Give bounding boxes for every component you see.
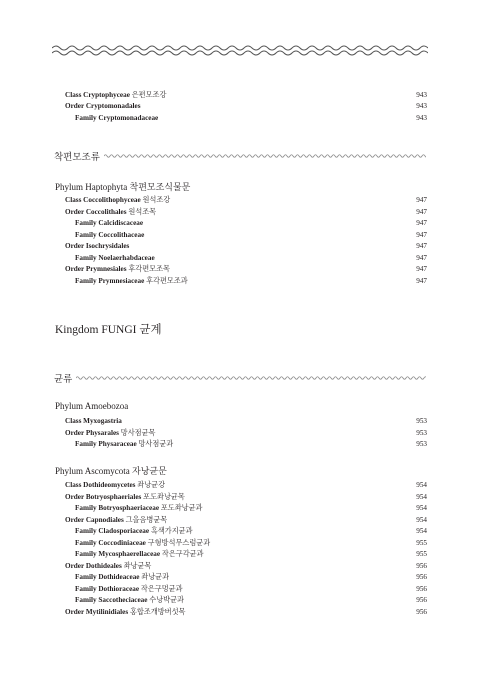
taxon-name-en: Order Botryosphaeriales [65, 492, 142, 501]
page-number: 956 [416, 584, 427, 593]
taxon-name-ko: 후각편모조과 [144, 276, 188, 285]
taxon-name-ko: 원석조강 [140, 196, 171, 204]
taxon-name-en: Family Prymnesiaceae [75, 276, 145, 285]
taxon-name-en: Order Isochrysidales [65, 242, 130, 250]
taxon-name-ko: 망사점균과 [136, 440, 174, 448]
index-entry [0, 514, 480, 526]
taxon-name-ko: 수낭박균과 [147, 596, 184, 604]
taxon-name-ko: 후각편모조목 [126, 265, 171, 273]
taxon-name-en: Order Dothideales [65, 561, 122, 570]
index-entry [0, 548, 480, 560]
page-number: 953 [416, 428, 427, 437]
page-number: 943 [416, 90, 427, 99]
taxon-name-ko: 그을음병균목 [123, 515, 168, 524]
index-entry [0, 560, 480, 572]
page-number: 955 [416, 550, 427, 558]
taxon-label [65, 100, 141, 112]
taxon-label [75, 275, 188, 287]
taxon-label [75, 537, 210, 549]
taxon-label [75, 217, 143, 229]
phylum-heading-amoebozoa [55, 401, 128, 411]
taxon-label [75, 229, 144, 241]
kingdom-name-ko: 균계 [139, 324, 162, 336]
taxon-name-ko: 홍합조개방버섯목 [128, 607, 186, 616]
taxon-label [65, 514, 167, 526]
taxon-label [65, 560, 151, 572]
taxon-label [65, 263, 170, 275]
page-number: 956 [416, 573, 427, 581]
taxon-name-ko: 포도좌낭균과 [159, 504, 203, 512]
taxon-name-en: Family Dothideaceae [75, 573, 140, 581]
page-number: 947 [416, 230, 427, 239]
index-entry [0, 594, 480, 606]
page-number: 955 [416, 538, 427, 547]
taxon-name-ko: 작은구각균과 [160, 550, 204, 558]
page-number: 956 [416, 596, 427, 604]
page-number: 947 [416, 207, 427, 216]
page-number: 943 [416, 102, 427, 110]
taxon-name-en: Order Prymnesiales [65, 265, 127, 273]
taxon-name-en: Family Mycosphaerellaceae [75, 550, 161, 558]
taxon-name-en: Family Calcidiscaceae [75, 219, 144, 227]
taxon-label [65, 491, 185, 503]
section-title-fungi: 균류 [54, 375, 73, 385]
index-entry [0, 415, 480, 427]
taxon-label [75, 571, 169, 583]
taxon-name-ko: 구형방석무스럼균과 [145, 538, 211, 547]
taxon-name-en: Family Dothioraceae [75, 584, 140, 593]
index-entry [0, 537, 480, 549]
index-entry [0, 502, 480, 514]
page-number: 953 [416, 417, 427, 425]
taxon-name-ko: 포도좌낭균목 [141, 492, 185, 501]
index-entry [0, 89, 480, 101]
index-entry [0, 263, 480, 275]
taxon-label [75, 548, 204, 560]
phylum-name-en: Phylum Amoebozoa [55, 401, 129, 411]
index-entry [0, 100, 480, 112]
taxon-name-en: Order Mytilinidiales [65, 607, 129, 616]
phylum-name-ko: 자낭균문 [132, 466, 167, 476]
taxon-label [65, 427, 155, 439]
taxon-label [75, 502, 203, 514]
taxon-name-en: Family Botryosphaeriaceae [75, 504, 160, 512]
phylum-name-ko: 착편모조식물문 [129, 182, 191, 192]
taxon-name-en: Order Coccolithales [65, 207, 127, 216]
taxon-name-en: Class Coccolithophyceae [65, 196, 141, 204]
page-number: 947 [416, 219, 427, 227]
page-number: 954 [416, 515, 427, 524]
taxon-name-en: Order Capnodiales [65, 515, 124, 524]
index-entry [0, 240, 480, 252]
index-entry [0, 606, 480, 618]
taxon-name-ko: 좌낭균목 [121, 561, 152, 570]
header-wave-ornament [52, 44, 428, 58]
index-entry [0, 112, 480, 124]
index-entry [0, 206, 480, 218]
page-number: 954 [416, 504, 427, 512]
taxon-name-en: Class Dothideomycetes [65, 481, 136, 489]
index-entry [0, 525, 480, 537]
page-number: 947 [416, 253, 427, 262]
phylum-heading-haptophyta [55, 180, 190, 193]
phylum-heading-ascomycota [55, 464, 167, 477]
taxon-name-ko: 좌낭균과 [139, 573, 170, 581]
taxon-label [75, 525, 193, 537]
page-number: 947 [416, 242, 427, 250]
page-number: 943 [416, 113, 427, 122]
kingdom-heading [55, 321, 162, 337]
taxon-name-en: Family Noelaerhabdaceae [75, 253, 155, 262]
taxon-label [75, 112, 158, 124]
section-wavy-rule [76, 375, 426, 381]
page-number: 954 [416, 492, 427, 501]
index-entry [0, 479, 480, 491]
phylum-name-en: Phylum Ascomycota [55, 466, 130, 476]
taxon-label [65, 415, 122, 427]
index-entry [0, 229, 480, 241]
taxon-label [65, 479, 165, 491]
page-number: 954 [416, 481, 427, 489]
taxon-label [65, 240, 129, 252]
taxon-label [75, 252, 155, 264]
taxon-name-ko: 은편모조강 [129, 90, 167, 99]
index-entry [0, 275, 480, 287]
index-entry [0, 217, 480, 229]
taxon-label [65, 89, 166, 101]
taxon-name-en: Family Coccodiniaceae [75, 538, 146, 547]
index-entry [0, 438, 480, 450]
index-entry [0, 491, 480, 503]
taxon-name-ko: 망사점균목 [118, 428, 156, 437]
index-entry [0, 194, 480, 206]
taxon-name-en: Order Physarales [65, 428, 119, 437]
taxon-name-en: Family Coccolithaceae [75, 230, 145, 239]
taxon-label [75, 583, 183, 595]
page-number: 947 [416, 276, 427, 285]
taxon-name-ko: 원석조목 [126, 207, 157, 216]
taxon-name-en: Order Cryptomonadales [65, 102, 141, 110]
taxon-name-ko: 좌낭균강 [135, 481, 166, 489]
page-number: 947 [416, 196, 427, 204]
section-wavy-rule [104, 153, 426, 159]
taxon-label [75, 438, 173, 450]
taxon-label [65, 606, 186, 618]
page-number: 947 [416, 265, 427, 273]
taxon-name-en: Family Cryptomonadaceae [75, 113, 159, 122]
index-entry [0, 571, 480, 583]
taxon-name-en: Family Saccotheciaceae [75, 596, 148, 604]
section-title-haptophyte: 착편모조류 [54, 153, 100, 163]
phylum-name-en: Phylum Haptophyta [55, 182, 128, 192]
page-number: 956 [416, 561, 427, 570]
kingdom-name-en: Kingdom FUNGI [55, 324, 137, 336]
taxon-name-en: Class Cryptophyceae [65, 90, 130, 99]
taxon-name-en: Family Cladosporiaceae [75, 527, 150, 535]
taxon-name-ko: 작은구멍균과 [139, 584, 183, 593]
taxon-label [75, 594, 184, 606]
index-entry [0, 583, 480, 595]
page-number: 953 [416, 440, 427, 448]
taxon-label [65, 206, 156, 218]
taxon-name-ko: 흑색가지균과 [149, 527, 193, 535]
taxon-name-en: Family Physaraceae [75, 440, 137, 448]
page-number: 954 [416, 527, 427, 535]
index-entry [0, 252, 480, 264]
taxon-label [65, 194, 170, 206]
page-number: 956 [416, 607, 427, 616]
taxon-name-en: Class Myxogastria [65, 417, 122, 425]
index-entry [0, 427, 480, 439]
